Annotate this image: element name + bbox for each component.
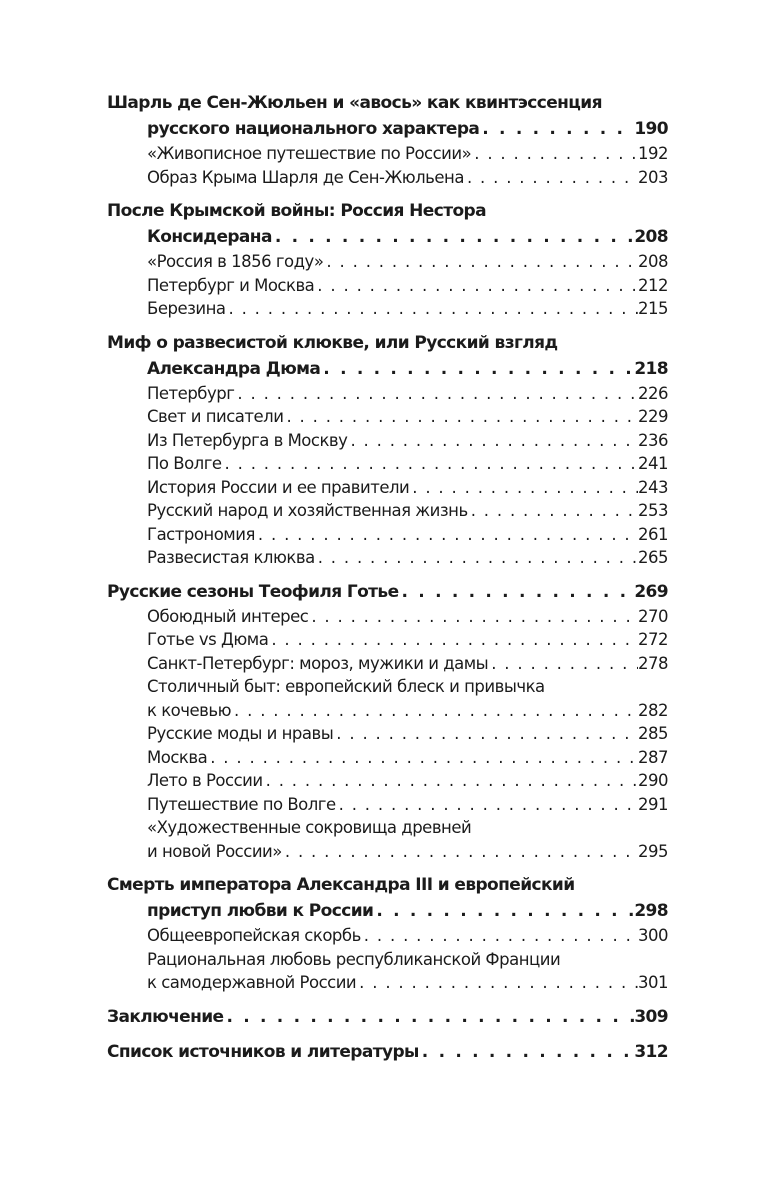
subchapter-line bbox=[107, 142, 668, 166]
subchapter-page-number: 291 bbox=[638, 794, 668, 814]
dot-leader bbox=[207, 746, 638, 770]
subchapter-title: Обоюдный интерес bbox=[147, 606, 309, 626]
chapter-line bbox=[107, 116, 668, 142]
dot-leader bbox=[356, 971, 638, 995]
subchapter-title: Готье vs Дюма bbox=[147, 630, 269, 649]
subchapter-entry bbox=[107, 722, 668, 746]
toc-section bbox=[107, 90, 668, 189]
table-of-contents bbox=[107, 90, 668, 1065]
chapter-line bbox=[107, 1004, 668, 1030]
chapter-title: Александра Дюма bbox=[147, 358, 321, 379]
chapter-page-number: 190 bbox=[634, 119, 668, 139]
subchapter-title: Развесистая клюква bbox=[147, 548, 315, 567]
chapter-title: Миф о развесистой клюкве, или Русский взгляд bbox=[107, 332, 558, 353]
subchapter-page-number: 272 bbox=[638, 630, 668, 649]
chapter-entry bbox=[107, 90, 668, 142]
dot-leader bbox=[282, 840, 638, 864]
chapter-title: Русские сезоны Теофиля Готье bbox=[107, 581, 399, 602]
dot-leader bbox=[222, 452, 638, 476]
dot-leader bbox=[323, 250, 638, 274]
subchapter-entry bbox=[107, 652, 668, 676]
subchapter-entry bbox=[107, 628, 668, 652]
subchapter-entry bbox=[107, 675, 668, 722]
chapter-title: После Крымской войны: Россия Нестора bbox=[107, 201, 486, 221]
dot-leader bbox=[226, 297, 639, 321]
subchapter-entry bbox=[107, 746, 668, 770]
toc-section bbox=[107, 330, 668, 570]
subchapter-title: Петербург и Москва bbox=[147, 275, 315, 295]
subchapter-page-number: 253 bbox=[638, 501, 668, 520]
subchapter-line bbox=[107, 476, 668, 500]
subchapter-title: «Россия в 1856 году» bbox=[147, 252, 324, 271]
subchapter-line bbox=[107, 722, 668, 746]
subchapter-line bbox=[107, 746, 668, 770]
subchapter-title: Березина bbox=[147, 299, 226, 318]
subchapter-title: Петербург bbox=[147, 383, 235, 403]
subchapter-line bbox=[107, 699, 668, 723]
subchapter-line bbox=[107, 652, 668, 676]
subchapter-page-number: 265 bbox=[638, 548, 668, 567]
dot-leader bbox=[272, 224, 634, 250]
subchapter-title: «Художественные сокровища древней bbox=[147, 818, 472, 837]
subchapter-entry bbox=[107, 793, 668, 817]
subchapter-line bbox=[107, 816, 668, 840]
dot-leader bbox=[268, 628, 638, 652]
subchapter-entry bbox=[107, 297, 668, 321]
subchapter-line bbox=[107, 382, 668, 406]
toc-section bbox=[107, 1004, 668, 1030]
subchapter-entry bbox=[107, 948, 668, 995]
subchapter-page-number: 290 bbox=[638, 771, 668, 790]
dot-leader bbox=[336, 793, 638, 817]
chapter-entry bbox=[107, 579, 668, 605]
chapter-title: Список источников и литературы bbox=[107, 1041, 419, 1062]
chapter-page-number: 312 bbox=[634, 1041, 668, 1062]
dot-leader bbox=[479, 116, 634, 142]
chapter-page-number: 208 bbox=[634, 227, 668, 247]
subchapter-title: Лето в России bbox=[147, 771, 263, 790]
subchapter-line bbox=[107, 546, 668, 570]
subchapter-line bbox=[107, 523, 668, 547]
subchapter-line bbox=[107, 769, 668, 793]
subchapter-entry bbox=[107, 452, 668, 476]
subchapter-entry bbox=[107, 405, 668, 429]
dot-leader bbox=[320, 356, 634, 382]
toc-section bbox=[107, 872, 668, 995]
subchapter-entry bbox=[107, 382, 668, 406]
chapter-line bbox=[107, 579, 668, 605]
subchapter-page-number: 300 bbox=[638, 926, 668, 945]
chapter-entry bbox=[107, 1004, 668, 1030]
subchapter-title: Из Петербурга в Москву bbox=[147, 430, 348, 450]
subchapter-entry bbox=[107, 523, 668, 547]
chapter-title: Заключение bbox=[107, 1006, 224, 1027]
subchapter-line bbox=[107, 429, 668, 453]
subchapter-line bbox=[107, 452, 668, 476]
toc-section bbox=[107, 198, 668, 321]
subchapter-page-number: 287 bbox=[638, 747, 668, 767]
chapter-entry bbox=[107, 330, 668, 382]
subchapter-entry bbox=[107, 274, 668, 298]
subchapter-title: Санкт-Петербург: мороз, мужики и дамы bbox=[147, 653, 489, 673]
subchapter-title: Русские моды и нравы bbox=[147, 724, 334, 743]
chapter-line bbox=[107, 872, 668, 898]
subchapter-page-number: 261 bbox=[638, 524, 668, 544]
subchapter-title: к кочевью bbox=[147, 700, 232, 720]
dot-leader bbox=[488, 652, 638, 676]
chapter-line bbox=[107, 356, 668, 382]
subchapter-line bbox=[107, 166, 668, 190]
subchapter-entry bbox=[107, 166, 668, 190]
chapter-entry bbox=[107, 872, 668, 924]
subchapter-entry bbox=[107, 769, 668, 793]
subchapter-entry bbox=[107, 250, 668, 274]
subchapter-entry bbox=[107, 476, 668, 500]
dot-leader bbox=[468, 499, 638, 523]
dot-leader bbox=[361, 924, 638, 948]
chapter-line bbox=[107, 330, 668, 356]
dot-leader bbox=[409, 476, 638, 500]
subchapter-title: История России и ее правители bbox=[147, 477, 410, 497]
chapter-page-number: 298 bbox=[634, 901, 668, 921]
chapter-entry bbox=[107, 198, 668, 250]
subchapter-line bbox=[107, 405, 668, 429]
subchapter-title: Гастрономия bbox=[147, 524, 255, 544]
dot-leader bbox=[315, 546, 638, 570]
subchapter-page-number: 208 bbox=[638, 252, 668, 271]
subchapter-entry bbox=[107, 816, 668, 863]
subchapter-line bbox=[107, 250, 668, 274]
subchapter-title: Образ Крыма Шарля де Сен-Жюльена bbox=[147, 167, 464, 187]
subchapter-page-number: 270 bbox=[638, 606, 668, 626]
subchapter-title: По Волге bbox=[147, 454, 222, 473]
dot-leader bbox=[231, 699, 638, 723]
dot-leader bbox=[263, 769, 638, 793]
dot-leader bbox=[283, 405, 638, 429]
subchapter-title: Москва bbox=[147, 747, 208, 767]
dot-leader bbox=[419, 1039, 635, 1065]
chapter-page-number: 218 bbox=[634, 358, 668, 379]
subchapter-page-number: 226 bbox=[638, 383, 668, 403]
subchapter-page-number: 192 bbox=[638, 144, 668, 163]
subchapter-page-number: 215 bbox=[638, 299, 668, 318]
dot-leader bbox=[399, 579, 635, 605]
subchapter-title: Рациональная любовь республиканской Франции bbox=[147, 949, 561, 969]
dot-leader bbox=[347, 429, 638, 453]
subchapter-page-number: 212 bbox=[638, 275, 668, 295]
subchapter-page-number: 285 bbox=[638, 724, 668, 743]
subchapter-line bbox=[107, 924, 668, 948]
subchapter-entry bbox=[107, 546, 668, 570]
subchapter-page-number: 241 bbox=[638, 454, 668, 473]
subchapter-title: Столичный быт: европейский блеск и привычка bbox=[147, 677, 545, 696]
subchapter-page-number: 278 bbox=[638, 653, 668, 673]
subchapter-page-number: 282 bbox=[638, 700, 668, 720]
chapter-line bbox=[107, 198, 668, 224]
chapter-page-number: 309 bbox=[634, 1006, 668, 1027]
subchapter-entry bbox=[107, 499, 668, 523]
subchapter-entry bbox=[107, 924, 668, 948]
chapter-entry bbox=[107, 1039, 668, 1065]
subchapter-page-number: 203 bbox=[638, 167, 668, 187]
subchapter-title: к самодержавной России bbox=[147, 973, 357, 992]
subchapter-title: Общеевропейская скорбь bbox=[147, 926, 361, 945]
subchapter-entry bbox=[107, 429, 668, 453]
subchapter-line bbox=[107, 274, 668, 298]
dot-leader bbox=[223, 1004, 634, 1030]
toc-section bbox=[107, 1039, 668, 1065]
toc-section bbox=[107, 579, 668, 864]
subchapter-line bbox=[107, 971, 668, 995]
subchapter-line bbox=[107, 297, 668, 321]
subchapter-line bbox=[107, 605, 668, 629]
subchapter-page-number: 301 bbox=[638, 973, 668, 992]
chapter-title: русского национального характера bbox=[147, 119, 480, 139]
dot-leader bbox=[234, 382, 638, 406]
chapter-title: Консидерана bbox=[147, 227, 272, 247]
subchapter-page-number: 295 bbox=[638, 841, 668, 861]
dot-leader bbox=[373, 898, 634, 924]
dot-leader bbox=[464, 166, 638, 190]
subchapter-line bbox=[107, 948, 668, 972]
dot-leader bbox=[308, 605, 638, 629]
chapter-title: Смерть императора Александра III и европейский bbox=[107, 875, 575, 895]
chapter-line bbox=[107, 898, 668, 924]
dot-leader bbox=[314, 274, 638, 298]
subchapter-page-number: 229 bbox=[638, 407, 668, 426]
dot-leader bbox=[471, 142, 638, 166]
dot-leader bbox=[333, 722, 638, 746]
subchapter-line bbox=[107, 628, 668, 652]
subchapter-page-number: 243 bbox=[638, 477, 668, 497]
chapter-page-number: 269 bbox=[634, 581, 668, 602]
subchapter-title: Русский народ и хозяйственная жизнь bbox=[147, 501, 468, 520]
subchapter-title: Путешествие по Волге bbox=[147, 794, 336, 814]
subchapter-line bbox=[107, 793, 668, 817]
subchapter-page-number: 236 bbox=[638, 430, 668, 450]
subchapter-line bbox=[107, 675, 668, 699]
chapter-title: Шарль де Сен-Жюльен и «авось» как квинтэссенция bbox=[107, 93, 602, 113]
subchapter-entry bbox=[107, 605, 668, 629]
subchapter-entry bbox=[107, 142, 668, 166]
subchapter-line bbox=[107, 840, 668, 864]
chapter-line bbox=[107, 90, 668, 116]
chapter-line bbox=[107, 224, 668, 250]
subchapter-line bbox=[107, 499, 668, 523]
subchapter-title: «Живописное путешествие по России» bbox=[147, 144, 472, 163]
subchapter-title: и новой России» bbox=[147, 841, 282, 861]
chapter-line bbox=[107, 1039, 668, 1065]
dot-leader bbox=[255, 523, 638, 547]
chapter-title: приступ любви к России bbox=[147, 901, 374, 921]
subchapter-title: Свет и писатели bbox=[147, 407, 284, 426]
